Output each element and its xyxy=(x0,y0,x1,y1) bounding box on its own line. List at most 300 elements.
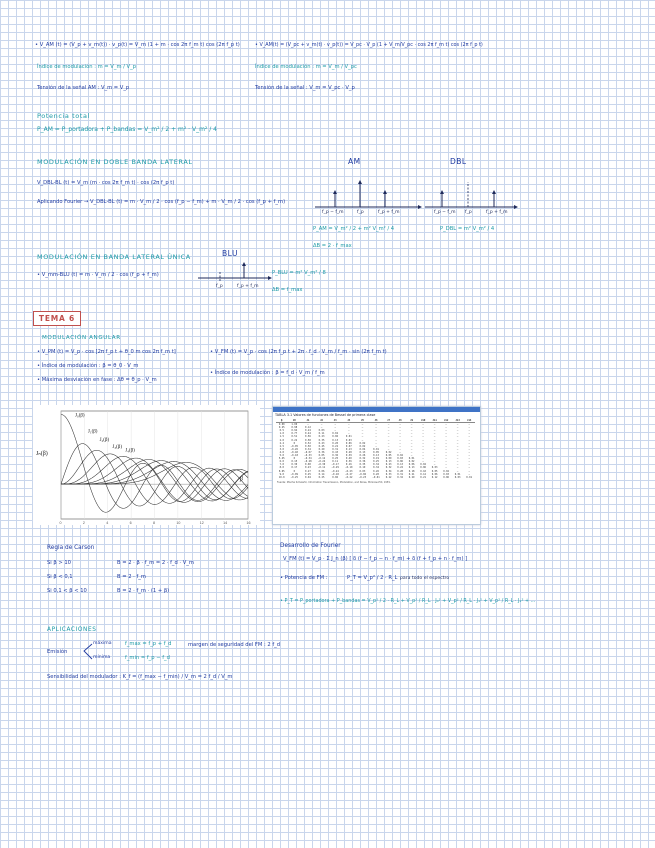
table-cell: — xyxy=(433,447,436,451)
table-cell: 0.40 xyxy=(345,457,352,461)
table-cell: — xyxy=(387,444,390,448)
table-cell: — xyxy=(433,438,436,442)
fm-power-note: para todo el espectro xyxy=(400,576,450,581)
table-cell: −0.01 xyxy=(372,475,380,479)
minima-label: mínima xyxy=(93,655,111,660)
pm-index: • Índice de modulación : β = θ_0 · V_m xyxy=(37,363,139,369)
table-cell: — xyxy=(361,435,364,439)
table-cell: 0.43 xyxy=(318,441,325,445)
table-cell: 0.25 xyxy=(332,457,339,461)
table-cell: 0.06 xyxy=(443,475,449,479)
table-cell: — xyxy=(348,432,350,436)
table-cell: — xyxy=(433,450,436,454)
table-cell: 0.06 xyxy=(397,460,403,464)
table-cell: 0.01 xyxy=(466,475,473,479)
table-cell: — xyxy=(399,447,401,451)
table-title: TABLA 3.1 Valores de funciones de Bessel de primera clase xyxy=(275,413,376,417)
table-cell: −0.06 xyxy=(358,472,367,476)
table-cell: — xyxy=(320,423,323,427)
table-cell: 0.14 xyxy=(318,472,325,476)
table-cell: — xyxy=(422,457,424,461)
table-cell: 3.0 xyxy=(279,447,284,451)
table-cell: 0.13 xyxy=(408,466,415,470)
table-cell: — xyxy=(361,429,364,433)
table-cell: −0.34 xyxy=(304,457,312,461)
table-cell: 0.32 xyxy=(397,475,403,479)
fourier-heading: Desarrollo de Fourier xyxy=(280,543,341,549)
table-cell: — xyxy=(456,457,459,461)
table-cell: 0.50 xyxy=(305,444,311,448)
dbl-tick-right: f_p + f_m xyxy=(486,210,508,215)
table-cell: — xyxy=(468,450,470,454)
table-cell: 0.36 xyxy=(345,460,352,464)
table-cell: — xyxy=(422,447,424,451)
am-power: P_AM = V_m² / 2 + m² V_m² / 4 xyxy=(313,226,395,232)
table-cell: — xyxy=(410,444,413,448)
table-cell: −0.18 xyxy=(331,472,339,476)
carson-cond-1: Si β > 10 xyxy=(47,560,71,566)
table-cell: 0.35 xyxy=(318,438,325,442)
table-cell: — xyxy=(422,438,424,442)
table-cell: — xyxy=(456,444,459,448)
table-cell: −0.24 xyxy=(317,460,326,464)
table-cell: J7 xyxy=(383,419,395,423)
am-spectrum-label: AM xyxy=(348,157,361,166)
table-cell: 10.0 xyxy=(278,475,285,479)
table-cell: 0.25 xyxy=(373,460,379,464)
table-cell: 0 xyxy=(293,457,296,461)
table-cell: −0.09 xyxy=(290,472,298,476)
table-cell: — xyxy=(468,435,470,439)
carson-result-2: B = 2 · f_m xyxy=(117,574,146,580)
table-cell: — xyxy=(468,472,470,476)
table-cell: — xyxy=(456,463,459,467)
aplicaciones-heading: APLICACIONES xyxy=(47,627,97,633)
table-cell: — xyxy=(468,441,470,445)
table-cell: — xyxy=(456,454,459,458)
blu-power: P_BLU = m² V_m² / 8 xyxy=(272,270,326,276)
curve-label: J₄(β) xyxy=(125,448,135,454)
table-cell: — xyxy=(399,444,401,448)
table-cell: 0.12 xyxy=(431,475,438,479)
table-cell: — xyxy=(422,423,424,427)
table-cell: — xyxy=(445,423,447,427)
table-cell: — xyxy=(410,432,413,436)
table-cell: — xyxy=(422,450,424,454)
table-cell: — xyxy=(375,429,377,433)
potencia-total-heading: Potencia total xyxy=(37,112,91,120)
table-cell: 0.21 xyxy=(420,475,426,479)
table-cell: J4 xyxy=(342,419,356,423)
x-tick-label: 6 xyxy=(129,521,132,525)
table-cell: 0.12 xyxy=(420,472,426,476)
table-cell: 0.29 xyxy=(408,475,415,479)
table-cell: — xyxy=(399,423,401,427)
table-cell: — xyxy=(468,463,470,467)
table-cell: 0.36 xyxy=(318,450,325,454)
table-cell: — xyxy=(387,429,390,433)
angular-modulation-heading: MODULACIÓN ANGULAR xyxy=(42,335,121,341)
table-cell: 0 xyxy=(293,441,296,445)
table-cell: — xyxy=(375,432,377,436)
table-cell: 0.56 xyxy=(305,435,311,439)
table-cell: 0.15 xyxy=(291,460,298,464)
pm-equation: • V_PM (t) = V_p · cos [2π f_p t + θ_0 m cos 2π f_m t] xyxy=(37,349,176,355)
maxima-label: máxima xyxy=(93,641,112,646)
table-cell: — xyxy=(387,423,390,427)
table-cell: J8 xyxy=(394,419,406,423)
table-cell: 1.5 xyxy=(279,435,284,439)
table-cell: 0.22 xyxy=(385,475,392,479)
table-cell: 0.44 xyxy=(305,432,311,436)
table-cell: — xyxy=(387,447,390,451)
table-cell: — xyxy=(387,426,390,430)
curve-label: J₁(β) xyxy=(87,429,98,435)
table-cell: 0.07 xyxy=(345,444,352,448)
x-tick-label: 14 xyxy=(223,521,228,525)
table-cell: 0.18 xyxy=(408,469,415,473)
table-cell: 0.25 xyxy=(318,475,325,479)
table-cell: 0.02 xyxy=(420,463,426,467)
table-cell: 0.34 xyxy=(373,466,379,470)
table-cell: −0.28 xyxy=(304,460,312,464)
table-cell: — xyxy=(410,447,413,451)
table-cell: — xyxy=(445,457,447,461)
table-cell: 4.0 xyxy=(279,450,284,454)
table-cell: 0.21 xyxy=(408,472,415,476)
table-cell: — xyxy=(468,423,470,427)
table-cell: 0.04 xyxy=(359,447,366,451)
dbl-spectrum-label: DBL xyxy=(450,157,467,166)
margen-seguridad: margen de seguridad del FM : 2 f_d xyxy=(188,642,281,648)
table-cell: 0.25 xyxy=(305,472,311,476)
blu-tick-fpfm: f_p + f_m xyxy=(237,284,259,289)
table-cell: J1 xyxy=(301,419,315,423)
table-cell: — xyxy=(445,444,447,448)
table-cell: J2 xyxy=(315,419,329,423)
carson-cond-3: Si 0,1 < β < 10 xyxy=(47,588,87,594)
table-cell: — xyxy=(433,457,436,461)
table-cell: 0.02 xyxy=(443,469,449,473)
carson-cond-2: Si β < 0,1 xyxy=(47,574,73,580)
table-cell: 0.12 xyxy=(305,426,311,430)
table-cell: — xyxy=(445,450,447,454)
table-cell: −0.05 xyxy=(290,444,298,448)
table-cell: — xyxy=(399,450,401,454)
table-cell: 0.02 xyxy=(408,460,415,464)
table-cell: 9.0 xyxy=(279,472,284,476)
table-cell: — xyxy=(445,454,447,458)
table-cell: — xyxy=(361,423,364,427)
table-cell: −0.18 xyxy=(290,454,298,458)
am-tick-left: f_p − f_m xyxy=(322,210,344,215)
blu-bandwidth: ΔB = f_max xyxy=(272,287,303,293)
table-cell: 0.30 xyxy=(291,463,298,467)
table-cell: J14 xyxy=(463,419,475,423)
table-cell: — xyxy=(375,423,377,427)
bessel-plot-panel xyxy=(33,405,260,525)
table-cell: 6.0 xyxy=(279,460,284,464)
dbl-spectrum-diagram xyxy=(422,180,522,225)
table-cell: — xyxy=(456,441,459,445)
table-cell: 0.02 xyxy=(359,444,366,448)
table-cell: J9 xyxy=(406,419,418,423)
table-cell: — xyxy=(456,426,459,430)
table-cell: 0.00 xyxy=(278,423,285,427)
table-cell: −0.17 xyxy=(331,463,339,467)
table-cell: — xyxy=(433,426,436,430)
table-cell: J12 xyxy=(440,419,452,423)
signal-tension-left: Tensión de la señal AM : V_m = V_p xyxy=(37,85,130,91)
fourier-equation: V_FM (t) = V_p · Σ J_n (β) [ δ (f − f_p − n · f_m) + δ (f + f_p + n · f_m) ] xyxy=(283,556,468,562)
table-cell: — xyxy=(456,438,459,442)
table-cell: −0.29 xyxy=(331,466,339,470)
table-cell: — xyxy=(468,444,470,448)
table-cell: — xyxy=(433,441,436,445)
table-cell: 0.00 xyxy=(305,463,311,467)
table-cell: 0.09 xyxy=(385,457,392,461)
table-cell: 7.0 xyxy=(279,463,284,467)
table-cell: 0.28 xyxy=(397,469,403,473)
potencia-total-formula: P_AM = P_portadora + P_bandas = V_m² / 2 + m² · V_m² / 4 xyxy=(37,126,217,133)
table-cell: — xyxy=(422,432,424,436)
table-cell: 0 xyxy=(293,469,296,473)
table-cell: — xyxy=(375,426,377,430)
table-cell: β xyxy=(276,419,288,423)
table-cell: 0.11 xyxy=(332,460,339,464)
table-cell: 0.03 xyxy=(397,457,403,461)
table-cell: 0.05 xyxy=(385,454,392,458)
table-cell: 5.0 xyxy=(279,454,284,458)
table-cell: — xyxy=(468,438,470,442)
table-cell: — xyxy=(456,423,459,427)
blu-tick-fp: f_p xyxy=(216,284,223,289)
table-cell: 8.65 xyxy=(278,469,285,473)
tema-6-label: TEMA 6 xyxy=(33,311,81,326)
table-cell: 0.98 xyxy=(291,426,298,430)
table-cell: — xyxy=(445,466,447,470)
table-cell: — xyxy=(468,426,470,430)
table-cell: — xyxy=(456,460,459,464)
table-cell: — xyxy=(361,438,364,442)
bessel-table-image xyxy=(272,406,481,525)
table-cell: 0.31 xyxy=(397,472,403,476)
table-cell: 0.03 xyxy=(431,466,438,470)
table-cell: 0.39 xyxy=(345,454,352,458)
table-cell: — xyxy=(399,435,401,439)
table-cell: — xyxy=(410,438,413,442)
curve-label: J₂(β) xyxy=(99,437,110,443)
table-cell: 0.03 xyxy=(454,475,461,479)
table-cell: 0.13 xyxy=(397,463,403,467)
table-cell: 0.43 xyxy=(332,450,339,454)
y-axis-label: Jₙ(β) xyxy=(36,450,48,457)
curve-label: J₃(β) xyxy=(112,444,123,450)
table-cell: −0.23 xyxy=(345,469,353,473)
table-cell: — xyxy=(399,438,401,442)
table-cell: −0.23 xyxy=(358,475,367,479)
table-cell: — xyxy=(433,435,436,439)
table-cell: J0 xyxy=(288,419,302,423)
dbl-tick-center: f_p xyxy=(465,210,472,215)
table-cell: — xyxy=(334,423,336,427)
table-cell: — xyxy=(348,423,350,427)
table-cell: — xyxy=(445,426,447,430)
table-cell: — xyxy=(445,438,447,442)
table-cell: 0.06 xyxy=(420,466,426,470)
table-cell: — xyxy=(456,429,459,433)
table-row xyxy=(276,476,475,479)
table-cell: — xyxy=(410,429,413,433)
dbl-tick-left: f_p − f_m xyxy=(434,210,456,215)
table-cell: 0.03 xyxy=(443,472,449,476)
table-cell: 0.34 xyxy=(373,463,379,467)
table-cell: — xyxy=(375,441,377,445)
table-cell: — xyxy=(445,460,447,464)
phase-deviation: • Máxima desviación en fase : Δθ = θ_p · V_m xyxy=(37,377,157,383)
table-cell: — xyxy=(445,435,447,439)
table-cell: 0.04 xyxy=(305,475,311,479)
table-cell: 0.17 xyxy=(291,466,298,470)
table-cell: 2.0 xyxy=(279,438,284,442)
table-cell: — xyxy=(468,466,470,470)
table-cell: 0.13 xyxy=(359,450,366,454)
table-cell: — xyxy=(399,432,401,436)
table-cell: 0.01 xyxy=(454,472,461,476)
table-cell: — xyxy=(399,429,401,433)
table-cell: — xyxy=(410,426,413,430)
table-cell: — xyxy=(361,426,364,430)
table-cell: 0.06 xyxy=(345,441,352,445)
table-cell: −0.11 xyxy=(317,466,326,470)
table-cell: 0.13 xyxy=(345,447,352,451)
table-cell: 0.10 xyxy=(420,469,426,473)
table-cell: — xyxy=(445,463,447,467)
table-cell: — xyxy=(387,435,390,439)
table-cell: 0.77 xyxy=(291,432,298,436)
table-cell: — xyxy=(348,429,350,433)
table-cell: — xyxy=(433,460,436,464)
table-cell: — xyxy=(399,441,401,445)
table-cell: — xyxy=(399,426,401,430)
table-cell: 0.34 xyxy=(385,469,392,473)
table-cell: 2.5 xyxy=(279,444,284,448)
fm-index: • Índice de modulación : β = f_d · V_m / f_m xyxy=(210,370,325,376)
table-cell: 5.45 xyxy=(278,457,285,461)
table-cell: — xyxy=(433,454,436,458)
table-cell: −0.10 xyxy=(345,466,353,470)
table-cell: — xyxy=(422,426,424,430)
table-cell: — xyxy=(422,441,424,445)
table-cell: 0.05 xyxy=(373,450,379,454)
table-cell: — xyxy=(410,441,413,445)
table-cell: 0.25 xyxy=(278,426,285,430)
am-equation-left: • V_AM (t) = (V_p + v_m(t)) · v_p(t) = V_m (1 + m · cos 2π f_m t) cos (2π f_p t) xyxy=(35,42,240,48)
table-cell: 0.26 xyxy=(359,454,366,458)
table-cell: 2.4 xyxy=(279,441,284,445)
table-cell: — xyxy=(375,435,377,439)
x-tick-label: 16 xyxy=(246,521,251,525)
carson-result-3: B = 2 · f_m · (1 + β) xyxy=(117,588,170,594)
table-cell: −0.22 xyxy=(345,475,353,479)
fm-power-equation: P_T = V_p² / 2 · R_L xyxy=(347,575,398,581)
emision-brace xyxy=(80,642,94,662)
table-cell: 0.06 xyxy=(332,475,339,479)
table-cell: — xyxy=(334,426,336,430)
table-cell: — xyxy=(433,423,436,427)
table-cell: — xyxy=(422,429,424,433)
table-cell: — xyxy=(468,469,470,473)
table-cell: −0.07 xyxy=(304,450,312,454)
table-cell: — xyxy=(422,444,424,448)
table-cell: 0.31 xyxy=(332,447,339,451)
table-cell: 0.20 xyxy=(332,441,339,445)
table-cell: — xyxy=(433,463,436,467)
table-cell: — xyxy=(410,435,413,439)
table-footer: Fuente: Mischa Schwartz, Information Transmission, Modulation, and Noise, McGraw-Hill, 1959. xyxy=(277,480,391,484)
table-cell: −0.26 xyxy=(290,447,298,451)
table-cell: — xyxy=(307,423,309,427)
table-cell: −0.24 xyxy=(331,469,339,473)
blu-spectrum-diagram xyxy=(198,260,273,290)
table-cell: J10 xyxy=(417,419,429,423)
table-cell: — xyxy=(348,426,350,430)
x-tick-label: 10 xyxy=(176,521,181,525)
table-cell: −0.12 xyxy=(317,457,326,461)
table-cell: — xyxy=(445,441,447,445)
table-cell: 0.13 xyxy=(385,460,392,464)
carson-result-1: B = 2 · β · f_m = 2 · f_d · V_m xyxy=(117,560,194,566)
am-tick-right: f_p + f_m xyxy=(378,210,400,215)
table-cell: — xyxy=(445,432,447,436)
table-cell: — xyxy=(468,454,470,458)
table-cell: 0.35 xyxy=(359,463,366,467)
table-cell: 0.02 xyxy=(385,450,392,454)
table-cell: 0.28 xyxy=(345,450,352,454)
table-cell: 0.16 xyxy=(345,463,352,467)
table-cell: 0.23 xyxy=(305,466,311,470)
x-tick-label: 0 xyxy=(59,521,62,525)
blu-spectrum-label: BLU xyxy=(222,249,238,258)
sensibilidad-modulador: Sensibilidad del modulador : K_f = (f_max − f_min) / V_m = 2 f_d / V_m xyxy=(47,674,233,680)
table-cell: −0.30 xyxy=(317,463,326,467)
table-cell: 0.02 xyxy=(359,441,366,445)
table-cell: 0.27 xyxy=(305,469,311,473)
table-cell: 1.0 xyxy=(279,432,284,436)
table-cell: — xyxy=(422,454,424,458)
table-cell: 0.33 xyxy=(385,472,392,476)
table-cell: 0.05 xyxy=(318,454,325,458)
table-cell: −0.40 xyxy=(290,450,298,454)
table-cell: 0.19 xyxy=(359,466,366,470)
fmin-equation: f_min = f_p − f_d xyxy=(125,655,170,661)
modulation-index-right: Índice de modulación : m = V_m / V_pc xyxy=(255,64,357,70)
table-cell: 0.45 xyxy=(318,444,325,448)
table-cell: — xyxy=(433,429,436,433)
table-cell: — xyxy=(334,429,336,433)
dbl-fourier-equation: Aplicando Fourier → V_DBL-BL (t) = m · V_m / 2 · cos (f_p − f_m) + m · V_m / 2 · cos (f_p + f_m) xyxy=(37,199,286,205)
table-cell: — xyxy=(387,438,390,442)
table-cell: 0.94 xyxy=(291,429,298,433)
table-cell: 0.32 xyxy=(359,457,366,461)
table-cell: J13 xyxy=(452,419,464,423)
dbl-heading: MODULACIÓN EN DOBLE BANDA LATERAL xyxy=(37,158,193,166)
table-cell: 0.05 xyxy=(431,469,438,473)
table-cell: 0.23 xyxy=(318,435,325,439)
table-cell: — xyxy=(375,438,377,442)
table-cell: 0.34 xyxy=(305,447,311,451)
table-cell: 0.58 xyxy=(305,438,311,442)
